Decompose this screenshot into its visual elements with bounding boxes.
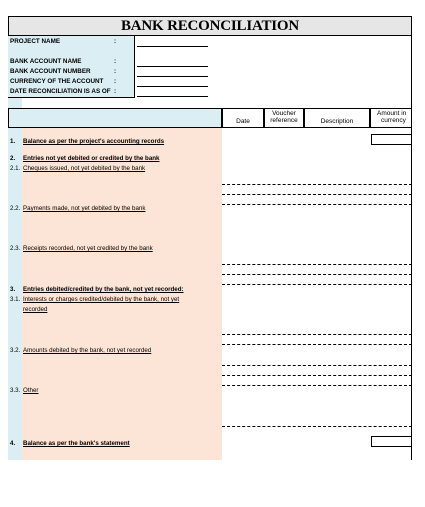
row-number: 2.1. — [10, 165, 21, 172]
entry-line[interactable] — [222, 264, 412, 265]
entry-line[interactable] — [222, 334, 412, 335]
info-label-date-as-of: DATE RECONCILIATION IS AS OF — [10, 88, 111, 95]
row-number: 4. — [10, 440, 16, 447]
row-label-balance-bank-statement: Balance as per the bank's statement — [23, 440, 130, 447]
info-label-currency: CURRENCY OF THE ACCOUNT — [10, 78, 104, 85]
table-header-label-cell — [8, 108, 222, 128]
currency-field[interactable] — [137, 86, 208, 87]
info-colon: : — [114, 38, 117, 45]
labels-column-body — [22, 128, 222, 460]
info-colon: : — [114, 78, 117, 85]
entry-line[interactable] — [222, 194, 412, 195]
row-label-receipts-recorded: Receipts recorded, not yet credited by the bank — [23, 245, 153, 252]
info-label-bank-account-name: BANK ACCOUNT NAME — [10, 58, 82, 65]
row-number: 2. — [10, 155, 16, 162]
entry-line[interactable] — [222, 375, 412, 376]
row-label-interests-charges: Interests or charges credited/debited by the bank, not yet — [23, 296, 180, 303]
row-number: 3. — [10, 286, 16, 293]
column-header-date — [222, 108, 264, 128]
row-label-amounts-debited: Amounts debited by the bank, not yet recorded — [23, 347, 152, 354]
row-label-entries-not-debited: Entries not yet debited or credited by the bank — [23, 155, 160, 162]
column-header-amount — [370, 108, 412, 128]
entry-line[interactable] — [222, 385, 412, 386]
info-label-bank-account-number: BANK ACCOUNT NUMBER — [10, 68, 91, 75]
bank-account-name-field[interactable] — [137, 66, 208, 67]
row-number: 3.1. — [10, 296, 21, 303]
entry-line[interactable] — [222, 274, 412, 275]
column-header-voucher-line2: reference — [270, 117, 298, 124]
entry-line[interactable] — [222, 426, 412, 427]
title-bar — [8, 16, 412, 36]
row-number: 2.3. — [10, 245, 21, 252]
entry-line[interactable] — [222, 284, 412, 285]
info-label-project-name: PROJECT NAME — [10, 38, 61, 45]
date-as-of-field[interactable] — [137, 96, 208, 97]
column-header-date-text: Date — [236, 118, 250, 125]
sheet-right-border — [411, 16, 412, 460]
amount-cell-balance-bank-statement[interactable] — [371, 436, 412, 447]
column-header-amount-line2: currency — [381, 117, 406, 124]
row-label-interests-charges-cont: recorded — [23, 306, 48, 313]
entry-line[interactable] — [222, 204, 412, 205]
row-label-balance-accounting: Balance as per the project's accounting records — [23, 138, 165, 145]
column-header-voucher-line1: Voucher — [272, 110, 296, 117]
row-label-cheques-issued: Cheques issued, not yet debited by the bank — [23, 165, 146, 172]
amount-cell-balance-accounting[interactable] — [371, 134, 412, 145]
row-number: 3.2. — [10, 347, 21, 354]
row-number: 2.2. — [10, 205, 21, 212]
info-colon: : — [114, 58, 117, 65]
info-colon: : — [114, 88, 117, 95]
info-colon: : — [114, 68, 117, 75]
row-number: 3.3. — [10, 387, 21, 394]
entry-line[interactable] — [222, 184, 412, 185]
bank-account-number-field[interactable] — [137, 76, 208, 77]
column-header-voucher — [264, 108, 304, 128]
row-number: 1. — [10, 138, 16, 145]
entry-line[interactable] — [222, 344, 412, 345]
page-title: BANK RECONCILIATION — [120, 18, 300, 34]
entry-line[interactable] — [222, 365, 412, 366]
row-label-payments-made: Payments made, not yet debited by the bank — [23, 205, 146, 212]
project-name-field[interactable] — [137, 46, 208, 47]
row-label-other: Other — [23, 387, 39, 394]
column-header-description — [304, 108, 370, 128]
column-header-description-text: Description — [320, 118, 354, 125]
row-label-entries-debited-credited: Entries debited/credited by the bank, not yet recorded: — [23, 286, 184, 293]
column-header-amount-line1: Amount in — [377, 110, 407, 117]
